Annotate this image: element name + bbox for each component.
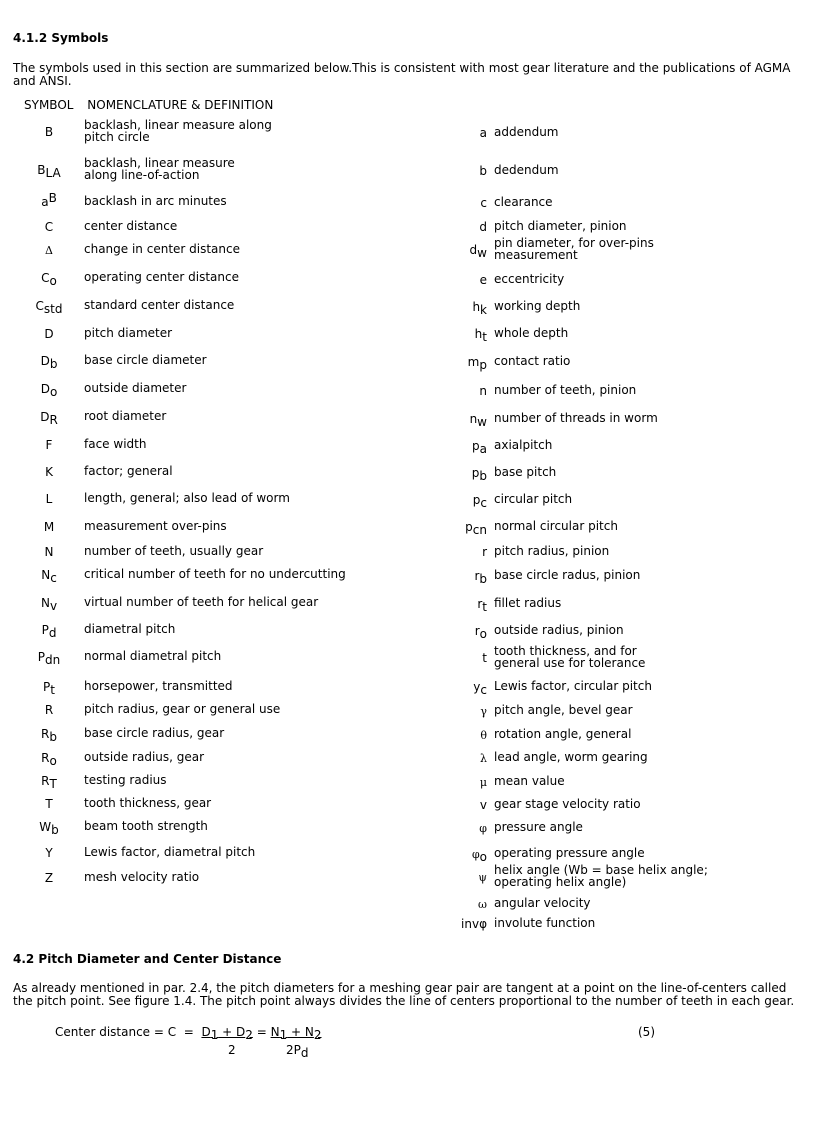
symbol-subscript: b <box>479 572 487 586</box>
left-definition: operating center distance <box>84 270 239 284</box>
symbol-subscript: o <box>479 627 487 641</box>
symbol-subscript: t <box>50 683 55 697</box>
symbol-base: t <box>482 651 487 665</box>
left-symbol <box>24 191 74 209</box>
right-symbol <box>455 728 487 743</box>
section2-title: 4.2 Pitch Diameter and Center Distance <box>13 952 282 966</box>
symbol-base: h <box>474 327 483 341</box>
center-distance-equation <box>55 1025 322 1042</box>
symbol-base: D <box>40 410 50 424</box>
symbol-column-header: SYMBOL <box>24 98 74 112</box>
right-symbol <box>455 493 487 510</box>
intro-paragraph: The symbols used in this section are summarized below.This is consistent with most gear literature and the publications of AGMA and ANSI. <box>13 61 791 88</box>
symbol-base: D <box>40 382 50 396</box>
left-definition: length, general; also lead of worm <box>84 491 290 505</box>
left-definition: horsepower, transmitted <box>84 679 233 693</box>
left-definition: backlash, linear measure along pitch circle <box>84 118 272 144</box>
left-definition: number of teeth, usually gear <box>84 544 264 558</box>
left-symbol <box>24 220 74 234</box>
left-symbol <box>24 125 74 139</box>
left-symbol <box>24 774 74 791</box>
right-symbol <box>455 545 487 559</box>
right-symbol <box>455 917 487 931</box>
left-definition: pitch radius, gear or general use <box>84 702 281 716</box>
symbol-base: h <box>472 300 481 314</box>
symbol-subscript: T <box>49 777 57 791</box>
right-definition: Lewis factor, circular pitch <box>494 679 652 693</box>
symbol-subscript: p <box>479 358 487 372</box>
symbol-base: e <box>479 273 487 287</box>
left-symbol <box>24 520 74 534</box>
symbol-base: P <box>37 650 45 664</box>
left-definition: outside radius, gear <box>84 750 205 764</box>
symbol-base: μ <box>479 776 487 789</box>
symbol-base: L <box>45 492 53 506</box>
left-definition: pitch diameter <box>84 326 173 340</box>
symbol-base: a <box>479 126 487 140</box>
left-symbol <box>24 299 74 316</box>
symbol-subscript: w <box>477 415 487 429</box>
symbol-base: r <box>474 569 480 583</box>
left-definition: critical number of teeth for no undercutting <box>84 567 346 581</box>
left-symbol <box>24 438 74 452</box>
left-definition: base circle diameter <box>84 353 207 367</box>
symbol-base: D <box>44 327 54 341</box>
symbol-subscript: v <box>49 599 58 613</box>
left-symbol <box>24 410 74 427</box>
right-definition: number of teeth, pinion <box>494 383 637 397</box>
symbol-subscript: R <box>49 413 58 427</box>
symbol-base: Δ <box>45 244 53 257</box>
right-definition: working depth <box>494 299 581 313</box>
equation-numerator-2: $N_1 + N_2$ <box>270 1025 322 1042</box>
left-definition: factor; general <box>84 464 173 478</box>
symbol-base: C <box>35 299 44 313</box>
right-symbol <box>455 126 487 140</box>
left-symbol <box>24 243 74 258</box>
right-symbol <box>455 243 487 260</box>
right-symbol <box>455 439 487 456</box>
left-definition: mesh velocity ratio <box>84 870 200 884</box>
right-definition: pitch diameter, pinion <box>494 219 627 233</box>
left-definition: diametral pitch <box>84 622 176 636</box>
right-symbol <box>455 327 487 344</box>
left-symbol <box>24 751 74 768</box>
symbol-base: N <box>41 568 51 582</box>
symbol-base: D <box>40 354 50 368</box>
left-definition: outside diameter <box>84 381 187 395</box>
table-header <box>24 98 273 112</box>
equation-denominator-1: 2 <box>228 1043 236 1057</box>
right-definition: involute function <box>494 916 596 930</box>
right-symbol <box>455 273 487 287</box>
symbol-subscript: LA <box>45 166 61 180</box>
right-symbol <box>455 220 487 234</box>
left-definition: standard center distance <box>84 298 235 312</box>
equation-denominator-2: $2P_d$ <box>286 1043 309 1060</box>
symbol-base: r <box>477 597 483 611</box>
symbol-subscript: a <box>479 442 487 456</box>
symbol-subscript: b <box>51 823 59 837</box>
right-symbol <box>455 870 487 885</box>
right-definition: operating pressure angle <box>494 846 645 860</box>
left-definition: face width <box>84 437 147 451</box>
right-definition: number of threads in worm <box>494 411 658 425</box>
right-definition: rotation angle, general <box>494 727 632 741</box>
left-symbol <box>24 545 74 559</box>
right-symbol <box>455 680 487 697</box>
right-definition: pressure angle <box>494 820 583 834</box>
symbol-subscript: b <box>479 469 487 483</box>
left-definition: backlash, linear measure along line-of-action <box>84 156 235 182</box>
left-definition: testing radius <box>84 773 167 787</box>
left-symbol <box>24 271 74 288</box>
definition-column-header: NOMENCLATURE & DEFINITION <box>87 98 274 112</box>
left-definition: normal diametral pitch <box>84 649 222 663</box>
symbol-subscript: cn <box>472 523 487 537</box>
symbol-base: r <box>474 624 480 638</box>
right-symbol <box>455 651 487 665</box>
left-symbol <box>24 623 74 640</box>
right-definition: angular velocity <box>494 896 591 910</box>
section-title: 4.1.2 Symbols <box>13 31 109 45</box>
right-definition: pitch radius, pinion <box>494 544 610 558</box>
right-definition: lead angle, worm gearing <box>494 750 648 764</box>
left-definition: measurement over-pins <box>84 519 227 533</box>
symbol-base: invφ <box>461 917 487 931</box>
right-symbol <box>455 164 487 178</box>
symbol-subscript: t <box>482 330 487 344</box>
symbol-base: P <box>43 680 51 694</box>
section2-paragraph: As already mentioned in par. 2.4, the pitch diameters for a meshing gear pair are tangent at a point on the line-of-centers called the pitch point. See figure 1.4. The pitch point always divides the line of centers proportional to the number of teeth in each gear. <box>13 981 795 1008</box>
left-symbol <box>24 846 74 860</box>
left-symbol <box>24 871 74 885</box>
symbol-subscript: c <box>480 683 487 697</box>
symbol-subscript: o <box>49 754 57 768</box>
right-definition: base pitch <box>494 465 557 479</box>
left-definition: virtual number of teeth for helical gear <box>84 595 319 609</box>
symbol-base: b <box>479 164 487 178</box>
symbol-base: d <box>479 220 487 234</box>
right-definition: pitch angle, bevel gear <box>494 703 633 717</box>
right-definition: clearance <box>494 195 553 209</box>
symbol-base: p <box>471 466 480 480</box>
symbol-subscript: b <box>49 357 58 371</box>
symbol-base: γ <box>480 705 487 718</box>
symbol-subscript: o <box>479 850 487 864</box>
right-definition: base circle radus, pinion <box>494 568 641 582</box>
symbol-base: R <box>41 751 50 765</box>
right-definition: whole depth <box>494 326 569 340</box>
symbol-base: a <box>41 195 49 209</box>
right-definition: eccentricity <box>494 272 565 286</box>
right-symbol <box>455 569 487 586</box>
symbol-base: p <box>465 520 473 534</box>
symbol-base: θ <box>480 729 487 742</box>
symbol-base: M <box>43 520 55 534</box>
symbol-subscript: b <box>49 730 57 744</box>
symbol-base: n <box>479 384 487 398</box>
right-symbol <box>455 300 487 317</box>
left-symbol <box>24 492 74 506</box>
symbol-base: B <box>44 125 54 139</box>
symbol-base: R <box>41 727 50 741</box>
left-definition: base circle radius, gear <box>84 726 225 740</box>
symbol-base: K <box>45 465 53 479</box>
equation-prefix: Center distance = C = <box>55 1025 202 1039</box>
symbol-base: ω <box>478 898 487 911</box>
symbol-base: R <box>41 774 50 788</box>
symbol-base: y <box>473 680 481 694</box>
right-definition: fillet radius <box>494 596 562 610</box>
symbol-subscript: c <box>50 571 57 585</box>
left-definition: root diameter <box>84 409 167 423</box>
symbol-base: λ <box>480 752 487 765</box>
symbol-base: ψ <box>478 871 487 884</box>
left-definition: beam tooth strength <box>84 819 208 833</box>
left-symbol <box>24 797 74 811</box>
symbol-subscript: dn <box>45 653 61 667</box>
left-symbol <box>24 382 74 399</box>
left-symbol <box>24 820 74 837</box>
right-definition: outside radius, pinion <box>494 623 624 637</box>
symbol-base: R <box>44 703 54 717</box>
equation-equals: = <box>252 1025 271 1039</box>
right-symbol <box>455 847 487 862</box>
left-symbol <box>24 680 74 697</box>
symbol-base: Z <box>44 871 54 885</box>
left-symbol <box>24 568 74 585</box>
symbol-subscript: k <box>480 303 487 317</box>
right-definition: tooth thickness, and for general use for tolerance <box>494 644 646 670</box>
symbol-base: C <box>44 220 54 234</box>
symbol-base: T <box>45 797 53 811</box>
left-symbol <box>24 727 74 744</box>
symbol-subscript: std <box>43 302 63 316</box>
left-definition: Lewis factor, diametral pitch <box>84 845 256 859</box>
symbol-base: v <box>479 798 487 812</box>
symbol-base: d <box>469 243 478 257</box>
symbol-base: B <box>37 163 46 177</box>
symbol-subscript: d <box>48 626 57 640</box>
right-definition: addendum <box>494 125 559 139</box>
symbol-base: r <box>482 545 487 559</box>
right-definition: circular pitch <box>494 492 573 506</box>
right-symbol <box>455 751 487 766</box>
equation-number: (5) <box>638 1025 655 1039</box>
symbol-base: W <box>39 820 52 834</box>
right-symbol <box>455 355 487 372</box>
symbol-base: Y <box>45 846 53 860</box>
right-symbol <box>455 798 487 812</box>
symbol-base: p <box>472 493 481 507</box>
right-definition: dedendum <box>494 163 559 177</box>
symbol-base: F <box>45 438 53 452</box>
right-definition: normal circular pitch <box>494 519 618 533</box>
symbol-subscript: o <box>49 385 58 399</box>
left-definition: tooth thickness, gear <box>84 796 212 810</box>
left-symbol <box>24 327 74 341</box>
right-definition: gear stage velocity ratio <box>494 797 641 811</box>
left-symbol <box>24 354 74 371</box>
right-symbol <box>455 466 487 483</box>
symbol-base: N <box>44 545 54 559</box>
right-definition: pin diameter, for over-pins measurement <box>494 236 654 262</box>
symbol-subscript: t <box>482 600 487 614</box>
symbol-subscript: c <box>480 496 487 510</box>
right-symbol <box>455 775 487 790</box>
symbol-base: P <box>41 623 49 637</box>
right-definition: axialpitch <box>494 438 553 452</box>
right-symbol <box>455 597 487 614</box>
left-symbol <box>24 596 74 613</box>
symbol-superscript: B <box>48 191 57 205</box>
left-definition: center distance <box>84 219 178 233</box>
right-symbol <box>455 384 487 398</box>
left-symbol <box>24 465 74 479</box>
symbol-subscript: w <box>477 246 487 260</box>
symbol-base: n <box>469 412 478 426</box>
left-symbol <box>24 650 74 667</box>
left-definition: backlash in arc minutes <box>84 194 227 208</box>
left-symbol <box>24 163 74 180</box>
right-symbol <box>455 624 487 641</box>
right-symbol <box>455 704 487 719</box>
symbol-subscript: o <box>49 274 57 288</box>
symbol-base: N <box>40 596 50 610</box>
symbol-base: φ <box>479 822 487 835</box>
right-symbol <box>455 897 487 912</box>
symbol-base: φ <box>471 848 480 861</box>
left-symbol <box>24 703 74 717</box>
equation-numerator-1: $D_1 + D_2$ <box>201 1025 253 1042</box>
right-symbol <box>455 196 487 210</box>
left-definition: change in center distance <box>84 242 240 256</box>
right-symbol <box>455 412 487 429</box>
right-symbol <box>455 520 487 537</box>
right-definition: helix angle (Wb = base helix angle; operating helix angle) <box>494 863 708 889</box>
right-definition: contact ratio <box>494 354 571 368</box>
symbol-base: c <box>480 196 487 210</box>
symbol-base: C <box>41 271 50 285</box>
right-symbol <box>455 821 487 836</box>
right-definition: mean value <box>494 774 565 788</box>
symbol-base: p <box>472 439 480 453</box>
symbol-base: m <box>467 355 480 369</box>
